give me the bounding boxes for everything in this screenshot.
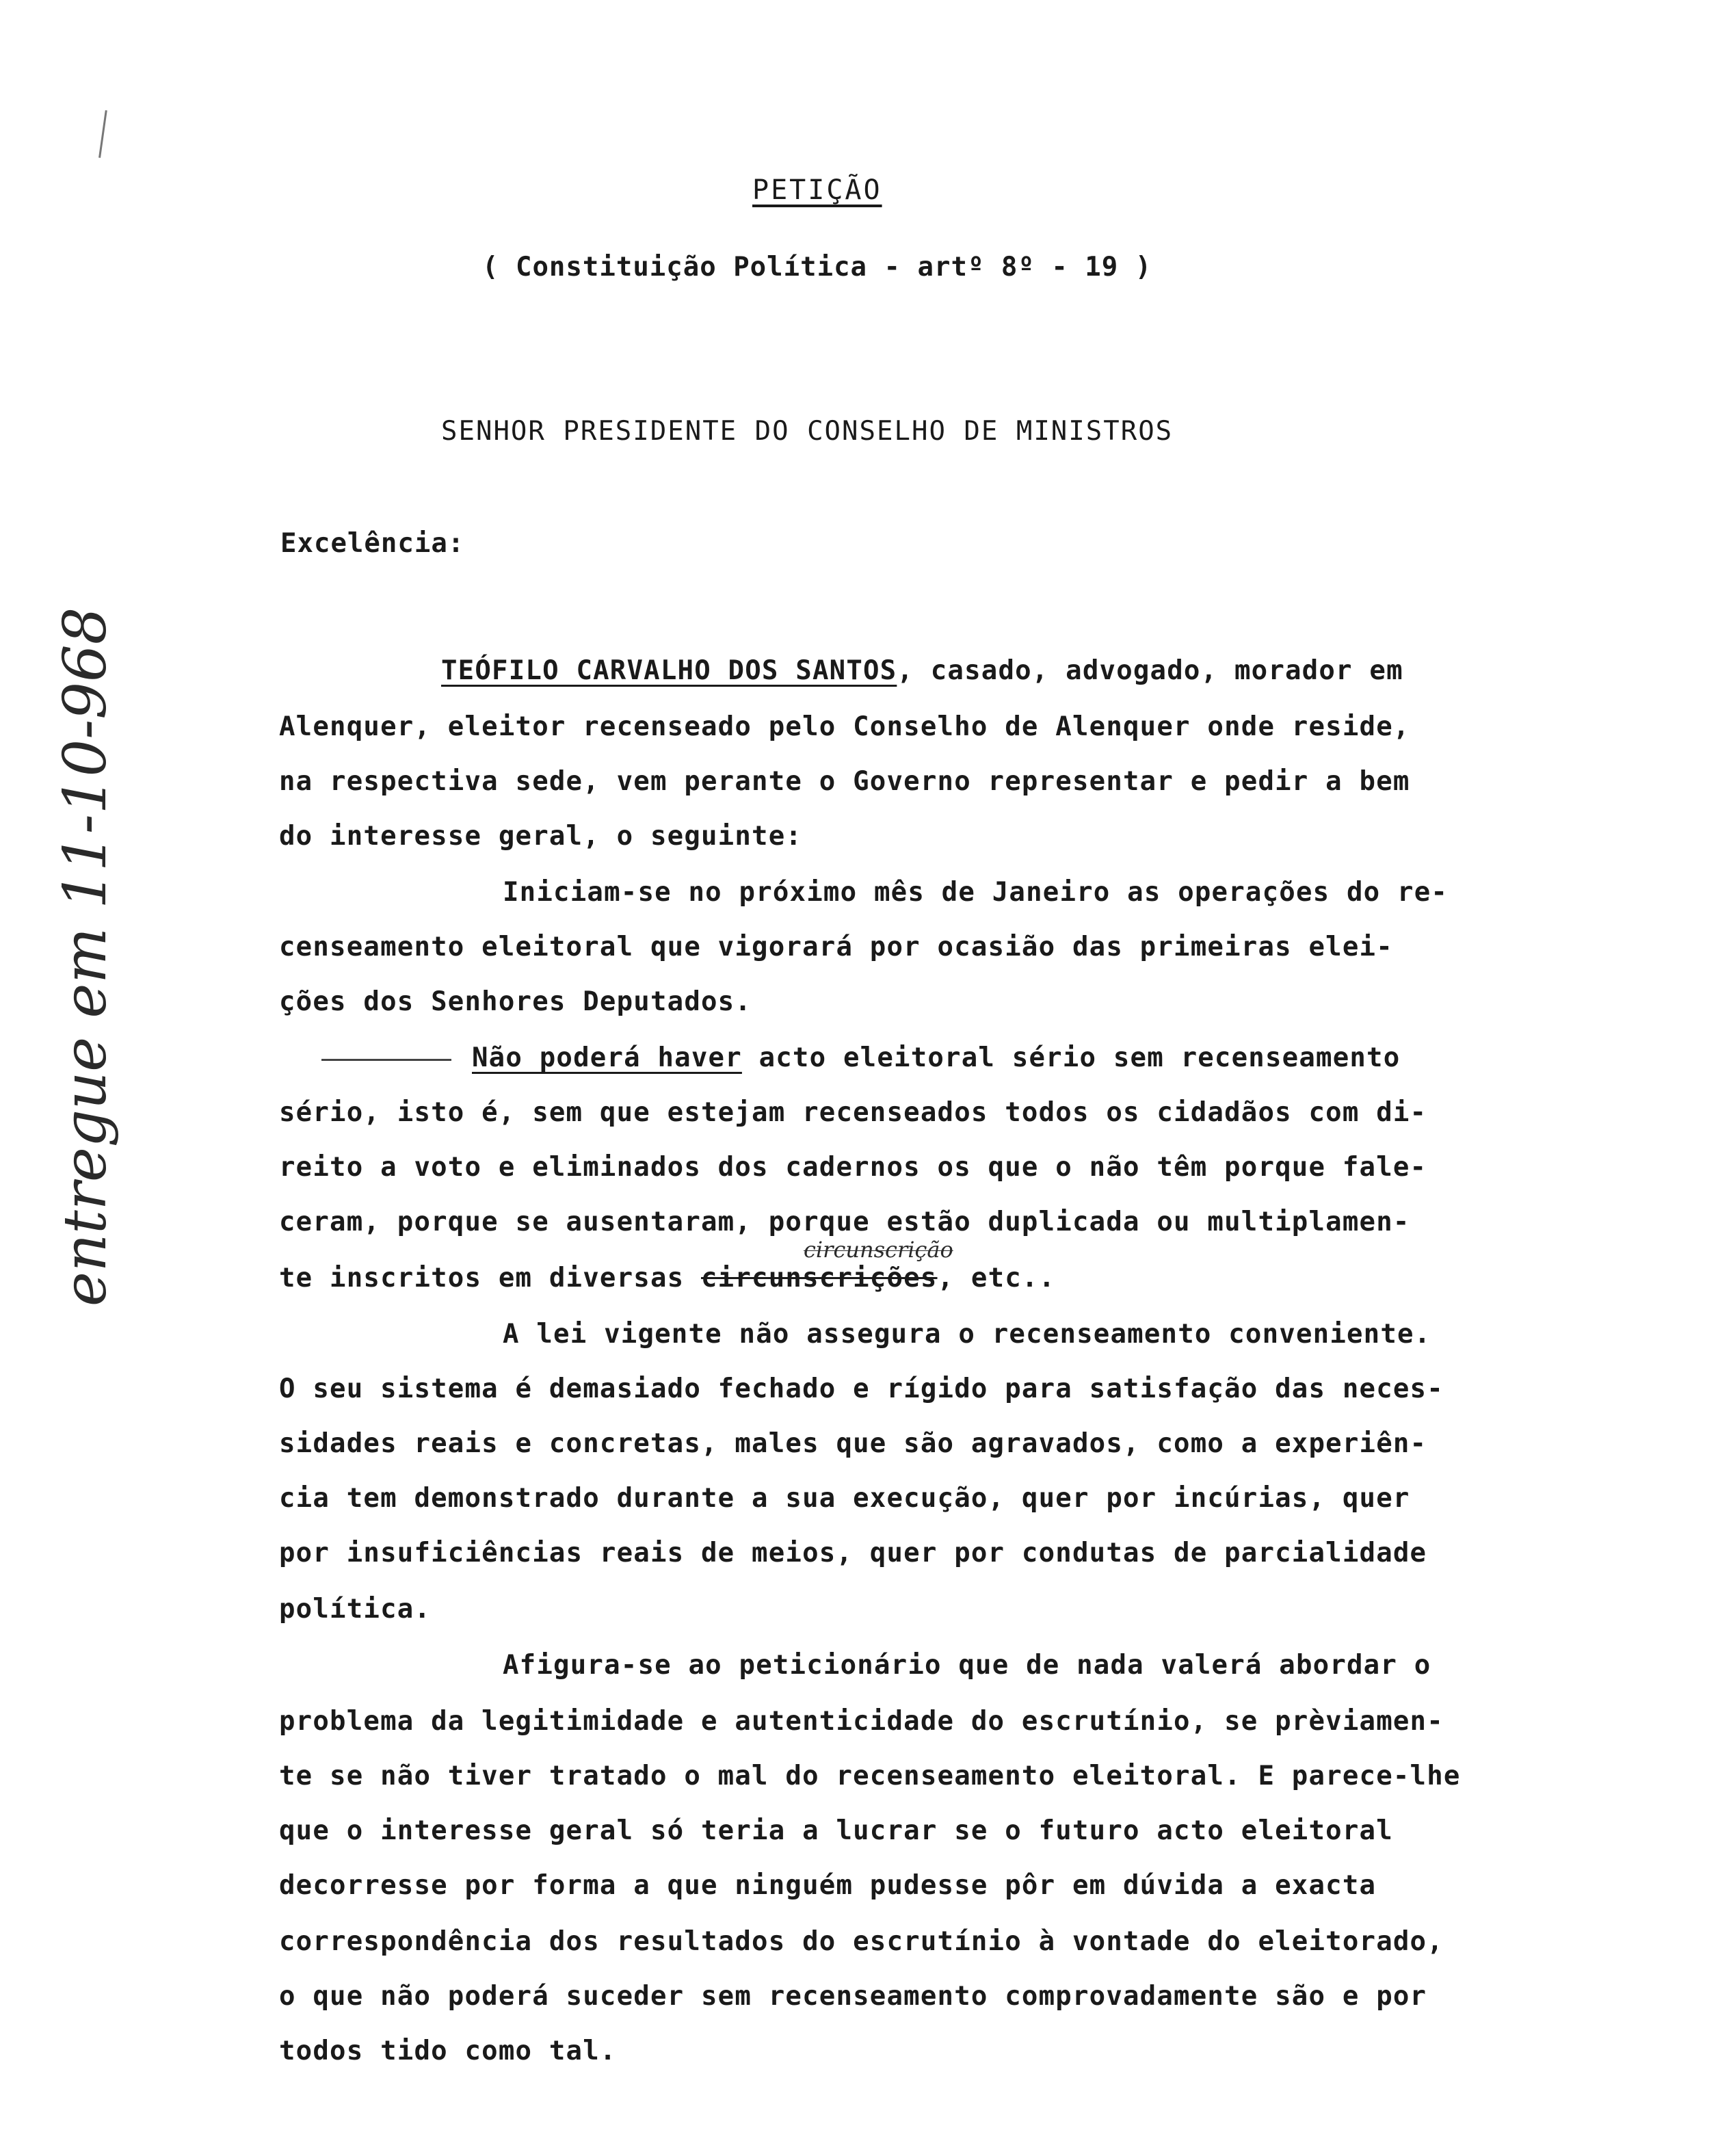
paragraph-line: correspondência dos resultados do escrutínio à vontade do eleitorado, [279,1926,1444,1957]
paragraph-line [321,1042,1400,1074]
paragraph-line: problema da legitimidade e autenticidade do escrutínio, se prèviamen- [279,1706,1444,1737]
paragraph-line: cia tem demonstrado durante a sua execução, quer por incúrias, quer [279,1483,1410,1514]
paragraph-line: O seu sistema é demasiado fechado e rígido para satisfação das neces- [279,1373,1444,1404]
salutation: Excelência: [280,528,465,559]
underlined-phrase: Não poderá haver [472,1042,742,1073]
paragraph-line: reito a voto e eliminados dos cadernos os que o não têm porque fale- [279,1152,1427,1183]
paragraph-line: ceram, porque se ausentaram, porque estão duplicada ou multiplamen- [279,1207,1410,1237]
document-title: PETIÇÃO [752,174,882,206]
paragraph-line: todos tido como tal. [279,2036,617,2066]
paragraph-line: ções dos Senhores Deputados. [279,986,752,1017]
paragraph-line: que o interesse geral só teria a lucrar se o futuro acto eleitoral [279,1815,1393,1846]
paragraph-line: política. [279,1594,432,1625]
line-text: acto eleitoral sério sem recenseamento [741,1042,1401,1073]
line-text: , etc.. [937,1263,1056,1293]
paragraph-line: Iniciam-se no próximo mês de Janeiro as operações do re- [503,877,1449,908]
petitioner-name: TEÓFILO CARVALHO DOS SANTOS [441,655,897,686]
paragraph-line: por insuficiências reais de meios, quer por condutas de parcialidade [279,1538,1427,1568]
paragraph-line [441,655,1403,687]
margin-pencil-mark [89,109,107,158]
line-text: te inscritos em diversas [279,1263,701,1293]
paragraph-line: sério, isto é, sem que estejam recenseados todos os cidadãos com di- [279,1097,1427,1128]
paragraph-line: decorresse por forma a que ninguém pudesse pôr em dúvida a exacta [279,1870,1377,1901]
paragraph-line [279,1263,1055,1294]
paragraph-line: Alenquer, eleitor recenseado pelo Conselho de Alenquer onde reside, [279,711,1410,742]
paragraph-line: sidades reais e concretas, males que são agravados, como a experiên- [279,1428,1427,1459]
dash-line [321,1059,451,1061]
addressee-line: SENHOR PRESIDENTE DO CONSELHO DE MINISTROS [441,416,1174,447]
line-text: , casado, advogado, morador em [897,655,1403,686]
handwritten-margin-note: entregue em 11-10-968 [51,607,120,1306]
document-subtitle: ( Constituição Política - artº 8º - 19 ) [482,252,1152,282]
paragraph-line: Afigura-se ao peticionário que de nada valerá abordar o [503,1650,1431,1681]
paragraph-line: te se não tiver tratado o mal do recenseamento eleitoral. E parece-lhe [279,1761,1461,1791]
paragraph-line: censeamento eleitoral que vigorará por ocasião das primeiras elei- [279,932,1393,962]
paragraph-line: o que não poderá suceder sem recenseamento comprovadamente são e por [279,1981,1427,2012]
paragraph-line: na respectiva sede, vem perante o Governo representar e pedir a bem [279,766,1410,797]
struck-word: circunscrições [701,1263,938,1293]
paragraph-line: do interesse geral, o seguinte: [279,821,803,852]
handwritten-insert: circunscrição [804,1237,953,1263]
paragraph-line: A lei vigente não assegura o recenseamento conveniente. [503,1319,1431,1350]
